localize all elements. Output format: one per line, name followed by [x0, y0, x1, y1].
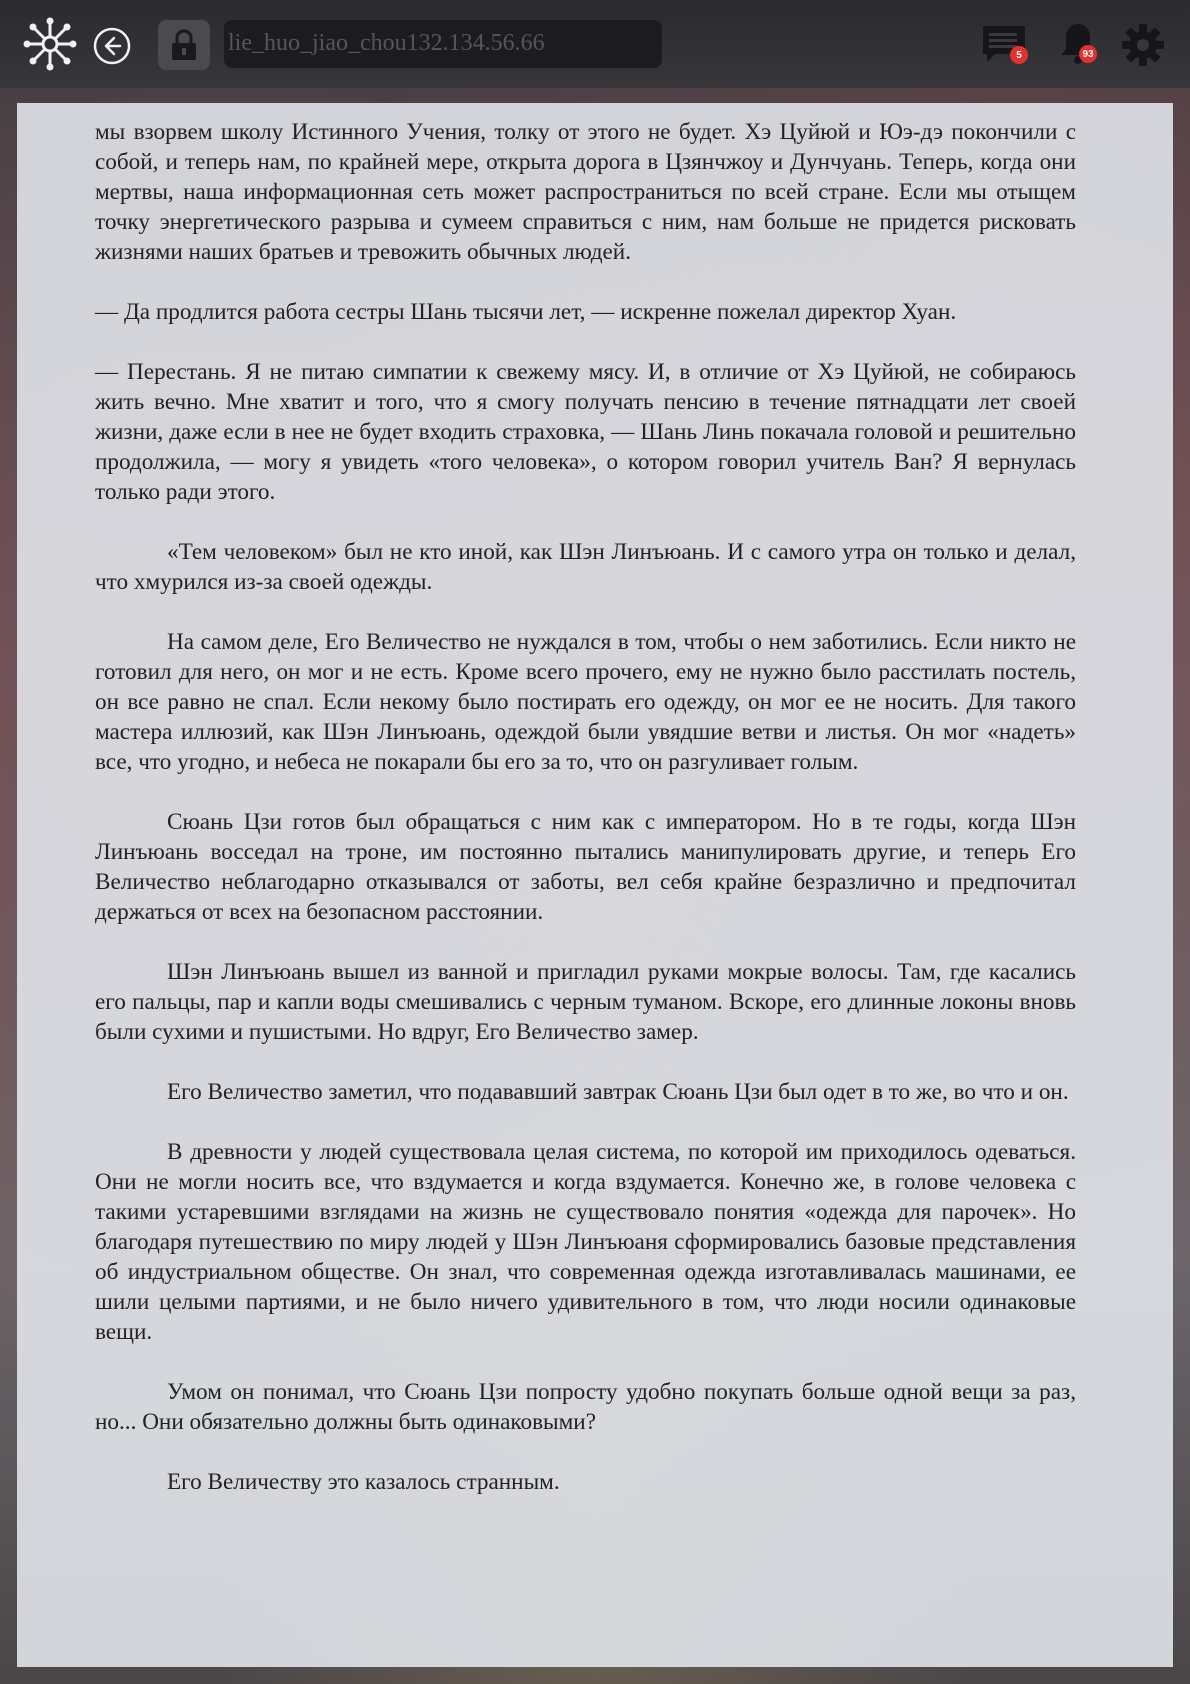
paragraph: Его Величеству это казалось странным.	[167, 1469, 560, 1495]
paragraph: В древности у людей существовала целая система, по которой им приходилось одеваться. Они не могли носить все, что вздумается и когда вздумается. Конечно же, в голове человека с такими устаревшими взглядами на жизнь не существовало понятия «одежда для парочек». Но благодаря путешествию по миру людей у Шэн Линъюаня сформировались базовые представления об индустриальном обществе. Он знал, что современная одежда изготавливалась машинами, ее шили целыми партиями, и не было ничего удивительного в том, что люди носили одинаковые вещи.	[95, 1139, 1076, 1345]
article-text	[95, 117, 1076, 1527]
notifications-button[interactable]	[1054, 18, 1102, 68]
notifications-count-badge: 93	[1079, 45, 1097, 63]
lock-button[interactable]	[158, 20, 210, 70]
network-hub-icon[interactable]	[20, 14, 80, 74]
paragraph: «Тем человеком» был не кто иной, как Шэн Линъюань. И с самого утра он только и делал, что хмурился из-за своей одежды.	[95, 539, 1076, 595]
paragraph: — Перестань. Я не питаю симпатии к свежему мясу. И, в отличие от Хэ Цуйюй, не собираюсь жить вечно. Мне хватит и того, что я смогу получать пенсию в течение пятнадцати лет своей жизни, даже если в нее не будет входить страховка, — Шань Линь покачала головой и решительно продолжила, — могу я увидеть «того человека», о котором говорил учитель Ван? Я вернулась только ради этого.	[95, 359, 1076, 505]
top-bar	[0, 0, 1190, 88]
reading-page	[17, 103, 1173, 1667]
gear-icon	[1121, 23, 1165, 67]
paragraph: Шэн Линъюань вышел из ванной и пригладил руками мокрые волосы. Там, где касались его пальцы, пар и капли воды смешивались с черным туманом. Вскоре, его длинные локоны вновь были сухими и пушистыми. Но вдруг, Его Величество замер.	[95, 959, 1076, 1045]
back-button[interactable]	[90, 24, 134, 68]
paragraph: Умом он понимал, что Сюань Цзи попросту удобно покупать больше одной вещи за раз, но... Они обязательно должны быть одинаковыми?	[95, 1379, 1076, 1435]
messages-count-badge: 5	[1010, 46, 1028, 64]
paragraph: мы взорвем школу Истинного Учения, толку от этого не будет. Хэ Цуйюй и Юэ-дэ покончили с собой, и теперь нам, по крайней мере, открыта дорога в Цзянчжоу и Дунчуань. Теперь, когда они мертвы, наша информационная сеть может распространиться по всей стране. Если мы отыщем точку энергетического разрыва и сумеем справиться с ним, нам больше не придется рисковать жизнями наших братьев и тревожить обычных людей.	[95, 119, 1076, 265]
lock-icon	[169, 28, 199, 62]
paragraph: Сюань Цзи готов был обращаться с ним как с императором. Но в те годы, когда Шэн Линъюань восседал на троне, им постоянно пытались манипулировать другие, и теперь Его Величество неблагодарно отказывался от заботы, вел себя крайне безразлично и предпочитал держаться от всех на безопасном расстоянии.	[95, 809, 1076, 925]
paragraph: На самом деле, Его Величество не нуждался в том, чтобы о нем заботились. Если никто не готовил для него, он мог и не есть. Кроме всего прочего, ему не нужно было расстилать постель, он все равно не спал. Если некому было постирать его одежду, он мог ее не носить. Для такого мастера иллюзий, как Шэн Линъюань, одеждой были увядшие ветви и листья. Он мог «надеть» все, что угодно, и небеса не покарали бы его за то, что он разгуливает голым.	[95, 629, 1076, 775]
settings-button[interactable]	[1118, 20, 1168, 70]
address-field[interactable]: lie_huo_jiao_chou132.134.56.66	[224, 20, 662, 68]
arrow-left-circle-icon	[92, 26, 132, 66]
paragraph: — Да продлится работа сестры Шань тысячи лет, — искренне пожелал директор Хуан.	[95, 299, 957, 325]
paragraph: Его Величество заметил, что подававший завтрак Сюань Цзи был одет в то же, во что и он.	[167, 1079, 1069, 1105]
